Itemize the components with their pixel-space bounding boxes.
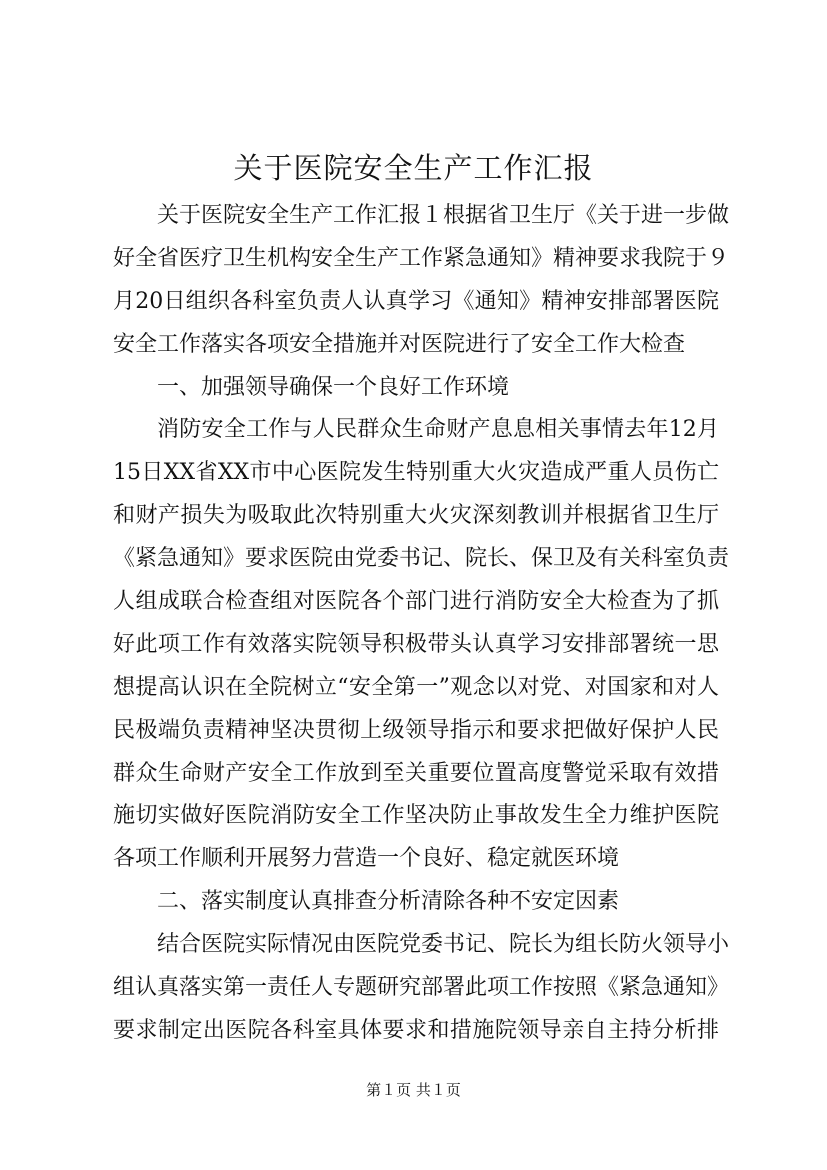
body-line: 群众生命财产安全工作放到至关重要位置高度警觉采取有效措 bbox=[113, 760, 719, 786]
body-line: 关于医院安全生产工作汇报１根据省卫生厅《关于进一步做 bbox=[157, 203, 730, 228]
body-line: 好此项工作有效落实院领导积极带头认真学习安排部署统一思 bbox=[113, 631, 719, 657]
body-line: 消防安全工作与人民群众生命财产息息相关事情去年12月 bbox=[157, 417, 719, 443]
section-heading-2: 二、落实制度认真排查分析清除各种不安定因素 bbox=[157, 889, 620, 915]
body-line: 结合医院实际情况由医院党委书记、院长为组长防火领导小 bbox=[157, 932, 730, 958]
body-line: 月20日组织各科室负责人认真学习《通知》精神安排部署医院 bbox=[113, 288, 719, 314]
document-title: 关于医院安全生产工作汇报 bbox=[233, 151, 594, 185]
body-line: 各项工作顺利开展努力营造一个良好、稳定就医环境 bbox=[113, 846, 620, 872]
body-line: 《紧急通知》要求医院由党委书记、院长、保卫及有关科室负责 bbox=[113, 546, 730, 572]
body-line: 民极端负责精神坚决贯彻上级领导指示和要求把做好保护人民 bbox=[113, 717, 719, 743]
section-heading-1: 一、加强领导确保一个良好工作环境 bbox=[157, 374, 510, 400]
body-line: 人组成联合检查组对医院各个部门进行消防安全大检查为了抓 bbox=[113, 589, 719, 615]
page-footer: 第１页 共１页 bbox=[366, 1081, 461, 1099]
body-line: 施切实做好医院消防安全工作坚决防止事故发生全力维护医院 bbox=[113, 803, 719, 829]
body-line: 组认真落实第一责任人专题研究部署此项工作按照《紧急通知》 bbox=[113, 975, 730, 1001]
body-line: 安全工作落实各项安全措施并对医院进行了安全工作大检查 bbox=[113, 331, 686, 357]
body-line: 15日XX省XX市中心医院发生特别重大火灾造成严重人员伤亡 bbox=[113, 460, 719, 486]
document-body bbox=[113, 195, 730, 1053]
body-line: 和财产损失为吸取此次特别重大火灾深刻教训并根据省卫生厅 bbox=[113, 503, 719, 529]
body-line: 好全省医疗卫生机构安全生产工作紧急通知》精神要求我院于９ bbox=[113, 245, 730, 271]
body-line: 想提高认识在全院树立“安全第一”观念以对党、对国家和对人 bbox=[113, 674, 719, 700]
body-line: 要求制定出医院各科室具体要求和措施院领导亲自主持分析排 bbox=[113, 1017, 719, 1043]
